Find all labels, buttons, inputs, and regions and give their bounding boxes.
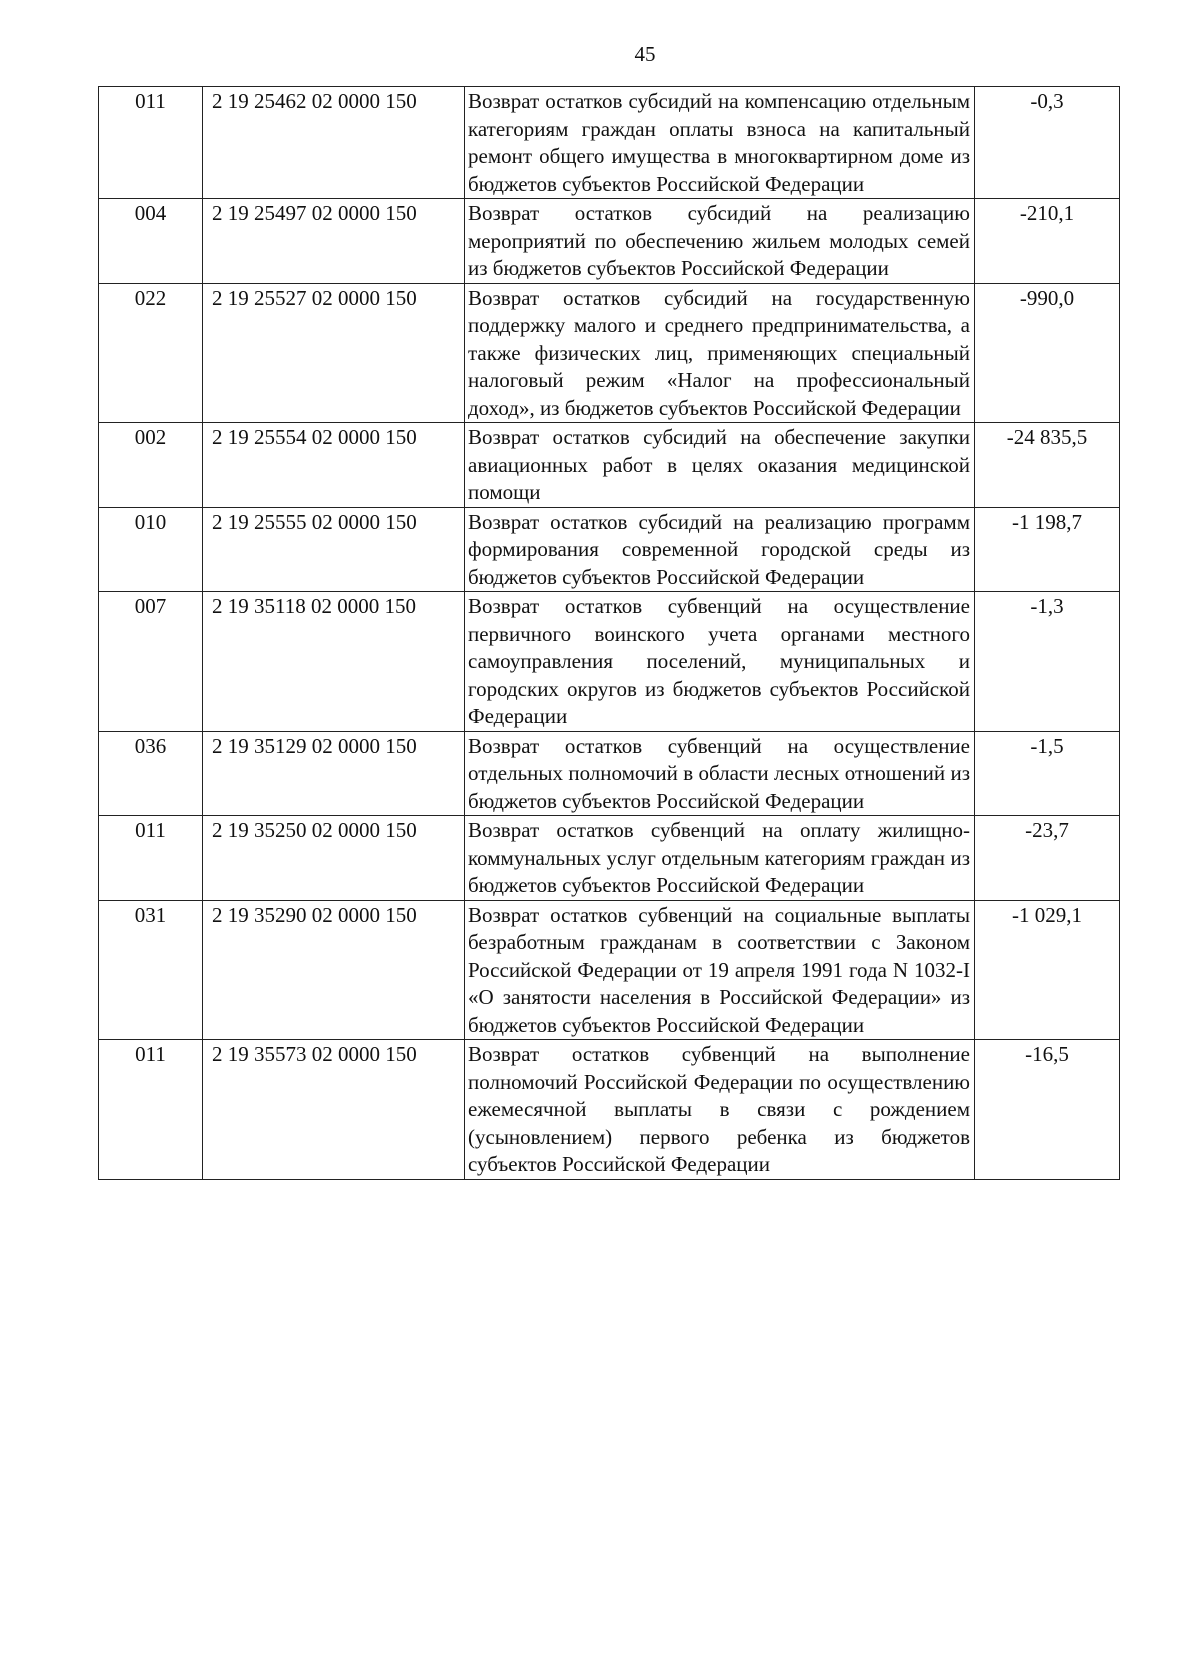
admin-code-cell: 011 bbox=[99, 816, 203, 901]
amount-cell: -210,1 bbox=[975, 199, 1120, 284]
budget-classification-code-cell: 2 19 35118 02 0000 150 bbox=[203, 592, 465, 732]
revenue-name-cell: Возврат остатков субсидий на обеспечение закупки авиационных работ в целях оказания медицинской помощи bbox=[465, 423, 975, 508]
table-row bbox=[99, 423, 1120, 508]
amount-cell: -24 835,5 bbox=[975, 423, 1120, 508]
budget-classification-code-cell: 2 19 25555 02 0000 150 bbox=[203, 507, 465, 592]
table-row bbox=[99, 199, 1120, 284]
admin-code-cell: 007 bbox=[99, 592, 203, 732]
revenue-name-cell: Возврат остатков субсидий на государственную поддержку малого и среднего предпринимательства, а также физических лиц, применяющих специальный налоговый режим «Налог на профессиональный доход», из бюджетов субъектов Российской Федерации bbox=[465, 283, 975, 423]
revenue-name-cell: Возврат остатков субвенций на выполнение полномочий Российской Федерации по осуществлению ежемесячной выплаты в связи с рождением (усыновлением) первого ребенка из бюджетов субъектов Российской Федерации bbox=[465, 1040, 975, 1180]
revenue-name-cell: Возврат остатков субвенций на осуществление отдельных полномочий в области лесных отношений из бюджетов субъектов Российской Федерации bbox=[465, 731, 975, 816]
budget-revenue-table bbox=[98, 86, 1120, 1180]
budget-classification-code-cell: 2 19 35290 02 0000 150 bbox=[203, 900, 465, 1040]
table-row bbox=[99, 900, 1120, 1040]
admin-code-cell: 010 bbox=[99, 507, 203, 592]
budget-classification-code-cell: 2 19 35250 02 0000 150 bbox=[203, 816, 465, 901]
budget-classification-code-cell: 2 19 25554 02 0000 150 bbox=[203, 423, 465, 508]
table-body bbox=[99, 87, 1120, 1180]
admin-code-cell: 002 bbox=[99, 423, 203, 508]
page-number: 45 bbox=[634, 42, 656, 66]
budget-classification-code-cell: 2 19 25497 02 0000 150 bbox=[203, 199, 465, 284]
revenue-name-cell: Возврат остатков субсидий на компенсацию отдельным категориям граждан оплаты взноса на капитальный ремонт общего имущества в многоквартирном доме из бюджетов субъектов Российской Федерации bbox=[465, 87, 975, 199]
amount-cell: -23,7 bbox=[975, 816, 1120, 901]
table-row bbox=[99, 1040, 1120, 1180]
table-row bbox=[99, 816, 1120, 901]
admin-code-cell: 036 bbox=[99, 731, 203, 816]
admin-code-cell: 004 bbox=[99, 199, 203, 284]
admin-code-cell: 011 bbox=[99, 1040, 203, 1180]
amount-cell: -1,3 bbox=[975, 592, 1120, 732]
revenue-name-cell: Возврат остатков субвенций на социальные выплаты безработным гражданам в соответствии с Законом Российской Федерации от 19 апреля 1991 года N 1032-I «О занятости населения в Российской Федерации» из бюджетов субъектов Российской Федерации bbox=[465, 900, 975, 1040]
table-row bbox=[99, 507, 1120, 592]
table-row bbox=[99, 731, 1120, 816]
table-row bbox=[99, 592, 1120, 732]
admin-code-cell: 031 bbox=[99, 900, 203, 1040]
table-row bbox=[99, 283, 1120, 423]
admin-code-cell: 022 bbox=[99, 283, 203, 423]
admin-code-cell: 011 bbox=[99, 87, 203, 199]
amount-cell: -16,5 bbox=[975, 1040, 1120, 1180]
budget-classification-code-cell: 2 19 35129 02 0000 150 bbox=[203, 731, 465, 816]
table-row bbox=[99, 87, 1120, 199]
revenue-name-cell: Возврат остатков субвенций на оплату жилищно-коммунальных услуг отдельным категориям граждан из бюджетов субъектов Российской Федерации bbox=[465, 816, 975, 901]
amount-cell: -0,3 bbox=[975, 87, 1120, 199]
amount-cell: -990,0 bbox=[975, 283, 1120, 423]
budget-classification-code-cell: 2 19 25527 02 0000 150 bbox=[203, 283, 465, 423]
budget-classification-code-cell: 2 19 35573 02 0000 150 bbox=[203, 1040, 465, 1180]
amount-cell: -1,5 bbox=[975, 731, 1120, 816]
amount-cell: -1 029,1 bbox=[975, 900, 1120, 1040]
revenue-name-cell: Возврат остатков субвенций на осуществление первичного воинского учета органами местного самоуправления поселений, муниципальных и городских округов из бюджетов субъектов Российской Федерации bbox=[465, 592, 975, 732]
revenue-name-cell: Возврат остатков субсидий на реализацию мероприятий по обеспечению жильем молодых семей из бюджетов субъектов Российской Федерации bbox=[465, 199, 975, 284]
amount-cell: -1 198,7 bbox=[975, 507, 1120, 592]
revenue-name-cell: Возврат остатков субсидий на реализацию программ формирования современной городской среды из бюджетов субъектов Российской Федерации bbox=[465, 507, 975, 592]
budget-classification-code-cell: 2 19 25462 02 0000 150 bbox=[203, 87, 465, 199]
